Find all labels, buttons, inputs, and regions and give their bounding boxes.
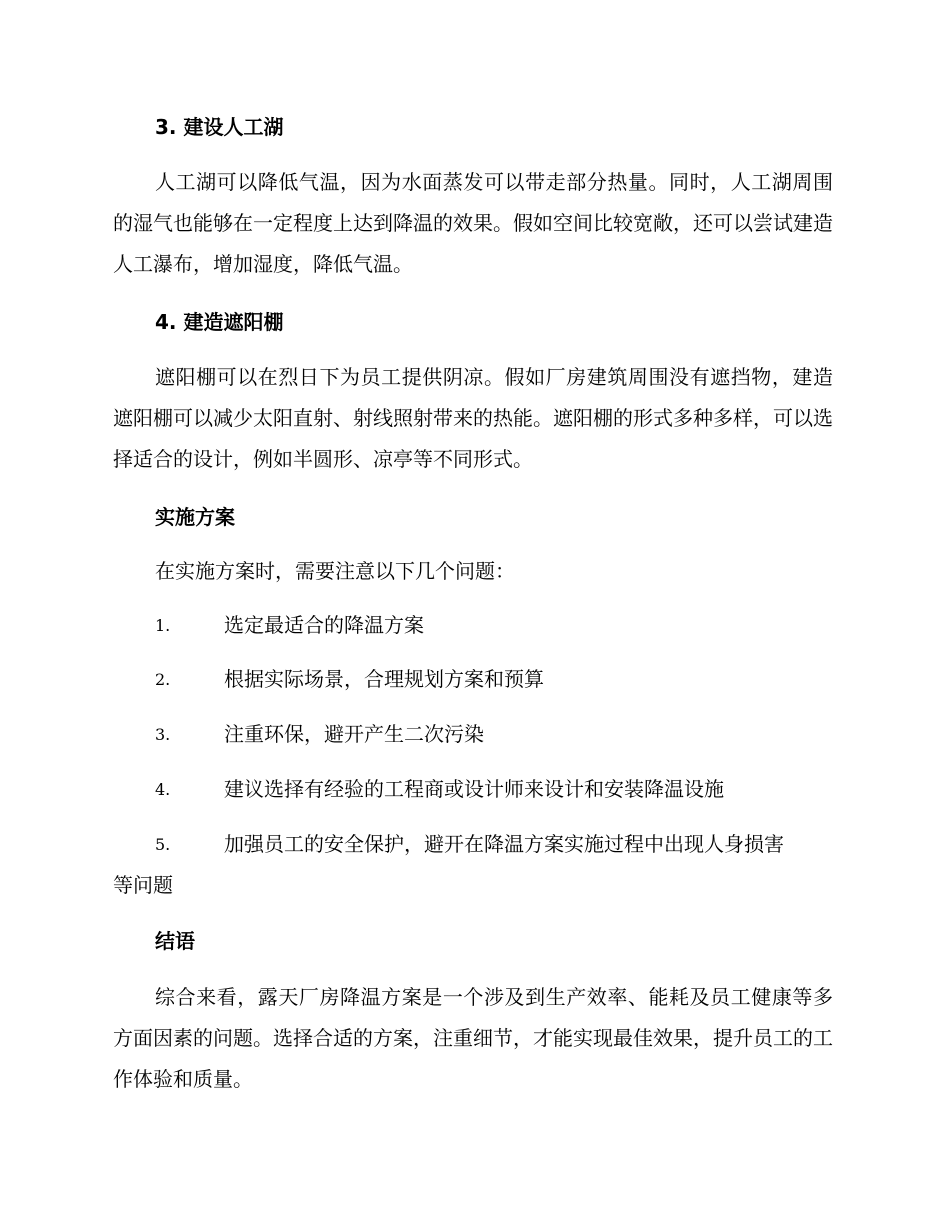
list-item-number: 5. <box>155 835 171 854</box>
conclusion-paragraph: 综合来看，露天厂房降温方案是一个涉及到生产效率、能耗及员工健康等多方面因素的问题。选择合适的方案，注重细节，才能实现最佳效果，提升员工的工作体验和质量。 <box>113 985 833 1091</box>
list-item-number: 2. <box>155 670 171 689</box>
list-item: 选定最适合的降温方案 <box>224 613 424 637</box>
list-item: 建议选择有经验的工程商或设计师来设计和安装降温设施 <box>224 777 724 801</box>
list-item: 注重环保，避开产生二次污染 <box>224 722 484 746</box>
list-item: 加强员工的安全保护，避开在降温方案实施过程中出现人身损害 <box>224 832 784 856</box>
section-4-paragraph: 遮阳棚可以在烈日下为员工提供阴凉。假如厂房建筑周围没有遮挡物，建造遮阳棚可以减少太阳直射、射线照射带来的热能。遮阳棚的形式多种多样，可以选择适合的设计，例如半圆形、凉亭等不同形式。 <box>113 365 833 471</box>
conclusion-heading: 结语 <box>155 929 195 953</box>
section-3-paragraph: 人工湖可以降低气温，因为水面蒸发可以带走部分热量。同时，人工湖周围的湿气也能够在一定程度上达到降温的效果。假如空间比较宽敞，还可以尝试建造人工瀑布，增加湿度，降低气温。 <box>113 170 833 276</box>
list-item-continuation: 等问题 <box>113 873 173 897</box>
section-3-heading: 3. 建设人工湖 <box>155 115 284 139</box>
list-item: 根据实际场景，合理规划方案和预算 <box>224 667 544 691</box>
implementation-heading: 实施方案 <box>155 505 235 529</box>
list-item-number: 1. <box>155 616 171 635</box>
list-item-number: 4. <box>155 780 171 799</box>
section-4-heading: 4. 建造遮阳棚 <box>155 310 284 334</box>
list-item-number: 3. <box>155 725 171 744</box>
implementation-intro: 在实施方案时，需要注意以下几个问题： <box>155 559 515 583</box>
